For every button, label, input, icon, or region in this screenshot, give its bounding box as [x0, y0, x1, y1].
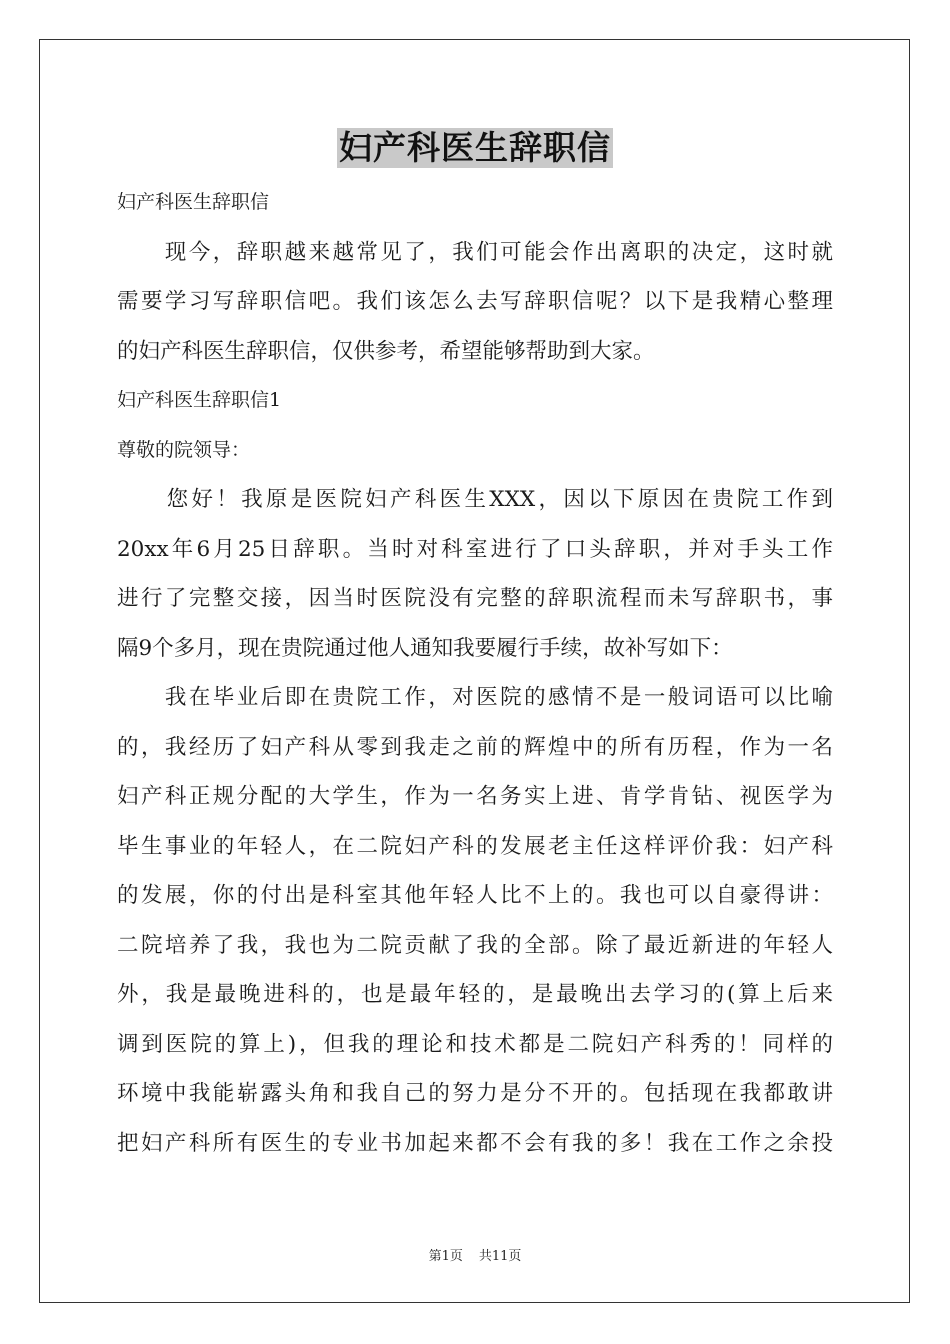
text-line: 调到医院的算上)，但我的理论和技术都是二院妇产科秀的！同样的 — [117, 1031, 833, 1057]
text-line: 您好！我原是医院妇产科医生XXX，因以下原因在贵院工作到 — [117, 487, 833, 512]
text-line: 妇产科医生辞职信1 — [117, 389, 282, 411]
text-line: 进行了完整交接，因当时医院没有完整的辞职流程而未写辞职书，事 — [117, 586, 833, 611]
text-line: 的发展，你的付出是科室其他年轻人比不上的。我也可以自豪得讲： — [117, 883, 833, 908]
text-line: 尊敬的院领导： — [117, 438, 251, 461]
text-line: 20xx年6月25日辞职。当时对科室进行了口头辞职，并对手头工作 — [117, 536, 833, 562]
text-line: 隔9个多月，现在贵院通过他人通知我要履行手续，故补写如下： — [117, 635, 733, 661]
text-line: 现今，辞职越来越常见了，我们可能会作出离职的决定，这时就 — [117, 239, 833, 265]
text-line: 毕生事业的年轻人，在二院妇产科的发展老主任这样评价我：妇产科 — [117, 833, 833, 859]
text-line: 把妇产科所有医生的专业书加起来都不会有我的多！我在工作之余投 — [117, 1130, 833, 1156]
text-line: 二院培养了我，我也为二院贡献了我的全部。除了最近新进的年轻人 — [117, 932, 833, 958]
document-body — [117, 178, 833, 1168]
title-area — [0, 128, 950, 168]
text-line: 需要学习写辞职信吧。我们该怎么去写辞职信呢？以下是我精心整理 — [117, 289, 833, 314]
text-line: 外，我是最晚进科的，也是最年轻的，是最晚出去学习的(算上后来 — [117, 982, 833, 1007]
page-footer — [0, 1248, 950, 1266]
total-pages-label: 共11页 — [478, 1249, 522, 1264]
text-line: 妇产科正规分配的大学生，作为一名务实上进、肯学肯钻、视医学为 — [117, 784, 833, 809]
current-page-label: 第1页 — [428, 1249, 463, 1264]
text-line: 的，我经历了妇产科从零到我走之前的辉煌中的所有历程，作为一名 — [117, 734, 833, 760]
text-line: 的妇产科医生辞职信，仅供参考，希望能够帮助到大家。 — [117, 338, 655, 364]
text-line: 环境中我能崭露头角和我自己的努力是分不开的。包括现在我都敢讲 — [117, 1081, 833, 1106]
text-line: 我在毕业后即在贵院工作，对医院的感情不是一般词语可以比喻 — [117, 685, 833, 710]
document-title: 妇产科医生辞职信 — [339, 128, 611, 167]
text-line: 妇产科医生辞职信 — [117, 191, 270, 213]
